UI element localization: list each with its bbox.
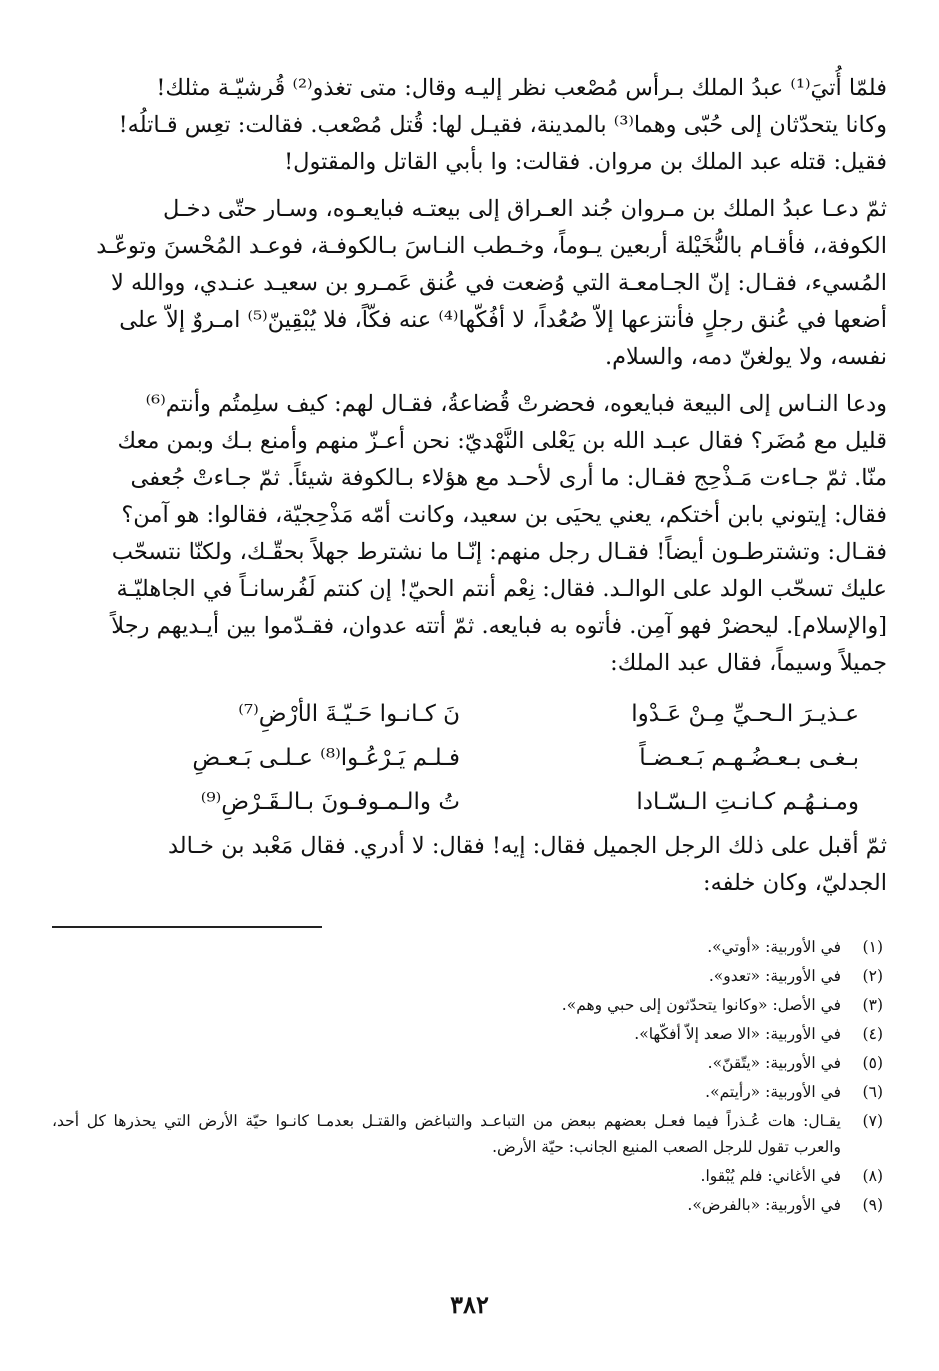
verse-first-hemistich: عـذيـرَ الـحـيِّ مِـنْ عَـدْوا [631,701,859,727]
footnote-number: (٥) [862,1054,883,1072]
footnote [52,963,883,989]
footnote [52,1192,883,1218]
text-line: ثمّ أقبل على ذلك الرجل الجميل فقال: إيه! فقال: لا أدري. فقال مَعْبد بن خـالد [167,833,887,859]
text-line: أضعها في عُنق رجلٍ فأنتزعها إلاّ صُعُداً، لا أفُكّها⁽⁴⁾ عنه فكّاً، فلا يُبْقِينّ⁽⁵⁾ امـروٌ إلاّ على [119,307,887,333]
footnote-number: (٧) [862,1112,883,1130]
footnote-text: في الأوربية: «بالفرض». [687,1196,841,1214]
text-line: فقال: إيتوني بابن أختكم، يعني يحيَى بن سعيد، وكانت أمّه مَذْحِجيّة، فقالوا: هو آمن؟ [121,502,887,528]
footnote-text: في الأوربية: «يتّقنّ». [707,1054,841,1072]
footnote-text: في الأصل: «وكانوا يتحدّثون إلى حبي وهم». [561,996,841,1014]
page-number: ٣٨٢ [450,1290,489,1319]
text-line: الجدليّ، وكان خلفه: [703,870,887,896]
footnote [52,1163,883,1189]
footnote-number: (٩) [862,1196,883,1214]
text-line: ثمّ دعـا عبدُ الملك بن مـروان جُند العـراق إلى بيعتـه فبايعـوه، وسـار حتّى دخـل [163,196,887,222]
verse-second-hemistich: تُ والـمـوفـونَ بـالـقَـرْضِ⁽⁹⁾ [200,789,460,815]
text-line: ودعا النـاس إلى البيعة فبايعوه، فحضرتْ قُضاعةُ، فقـال لهم: كيف سلِمتُم وأنتم⁽⁶⁾ [145,391,887,417]
footnote-number: (٨) [862,1167,883,1185]
text-line: نفسه، ولا يولغنّ دمه، والسلام. [604,344,887,370]
footnote-text: في الأوربية: «أوتي». [707,938,841,956]
footnote-rule-wrap [52,912,887,934]
paragraph-3 [52,386,887,682]
footnote [52,992,883,1018]
text-line: الكوفة،، فأقـام بالنُّخَيْلة أربعين يـوماً، وخـطب النـاسَ بـالكوفـة، فوعـد المُحْسنَ وتوعّـد [96,233,887,259]
poem-verse [52,780,887,824]
text-line: قليل مع مُضَر؟ فقال عبـد الله بن يَعْلى النَّهْديّ: نحن أعـزّ منهم وأمنع بـك وبمن معك [117,428,887,454]
footnote-number: (١) [862,938,883,956]
text-line: المُسيء، فقـال: إنّ الجـامعـة التي وُضعت في عُنق عَمـرو بن سعيـد عنـدي، ووالله لا [110,270,887,296]
footnote [52,1079,883,1105]
text-line: جميلاً وسيماً، فقال عبد الملك: [610,650,887,676]
text-line: فلمّا أُتيَ⁽¹⁾ عبدُ الملك بـرأس مُصْعب نظر إليـه وقال: متى تغذو⁽²⁾ قُرشيّـة مثلك! [156,75,887,101]
verse-second-hemistich: نَ كـانـوا حَـيّـةَ الأرْضِ⁽⁷⁾ [238,701,460,727]
text-line: وكانا يتحدّثان إلى حُبّى وهما⁽³⁾ بالمدينة، فقيـل لها: قُتل مُصْعب. فقالت: تعِس قـاتلُه! [118,112,887,138]
paragraph-2 [52,191,887,376]
footnote-number: (٤) [862,1025,883,1043]
verse-first-hemistich: ومـنـهُـم كـانـتِ الـسّـادا [636,789,859,815]
verse-second-hemistich: فـلـم يَـرْعُـوا⁽⁸⁾ عـلـى بَـعـضِ [192,745,460,771]
footnotes [52,934,887,1218]
footnote-number: (٢) [862,967,883,985]
footnote-text: في الأوربية: «تعدو». [708,967,841,985]
closing-paragraph [52,828,887,902]
footnote [52,1050,883,1076]
footnote-text: في الأوربية: «رأيتم». [705,1083,841,1101]
footnote [52,934,883,960]
footnote-number: (٣) [862,996,883,1014]
poem [52,692,887,824]
paragraph-1 [52,70,887,181]
poem-verse [52,692,887,736]
poem-verse [52,736,887,780]
text-line: [والإسلام]. ليحضرْ فهو آمِن. فأتوه به فبايعه. ثمّ أتته عدوان، فقـدّموا بين أيـديهم رجلاً [111,613,887,639]
footnote-divider [52,926,322,928]
verse-first-hemistich: بـغـى بـعـضُـهـم بَـعـضـاً [639,745,859,771]
footnote [52,1021,883,1047]
text-line: فقيل: قتله عبد الملك بن مروان. فقالت: وا بأبي القاتل والمقتول! [284,149,887,175]
text-line: عليك تسحّب الولد على الوالـد. فقال: نِعْم أنتم الحيّ! إن كنتم لَفُرسانـاً في الجاهليّـة [116,576,887,602]
footnote [52,1108,883,1160]
footnote-text: في الأوربية: «الا صعد إلاّ أفكّها». [634,1025,841,1043]
footnote-number: (٦) [862,1083,883,1101]
footnote-text: في الأغاني: فلم يُبْقوا. [700,1167,841,1185]
text-line: منّا. ثمّ جـاءت مَـذْحِج فقـال: ما أرى لأحـد مع هؤلاء بـالكوفة شيئاً. ثمّ جـاءتْ جُعفى [130,465,887,491]
text-line: فقـال: وتشترطـون أيضاً! فقـال رجل منهم: إنّـا ما نشترط جهلاً بحقّـك، ولكنّا نتسحّب [111,539,887,565]
footnote-text: يقـال: هات عُـذراً فيما فعـل بعضهم ببعض من التباعـد والتباغض والقتـل بعدمـا كانـوا حيّة الأرض التي يحذرها كل أحد، والعرب تقول للرجل الصعب المنيع الجانب: حيّة الأرض. [52,1112,841,1156]
